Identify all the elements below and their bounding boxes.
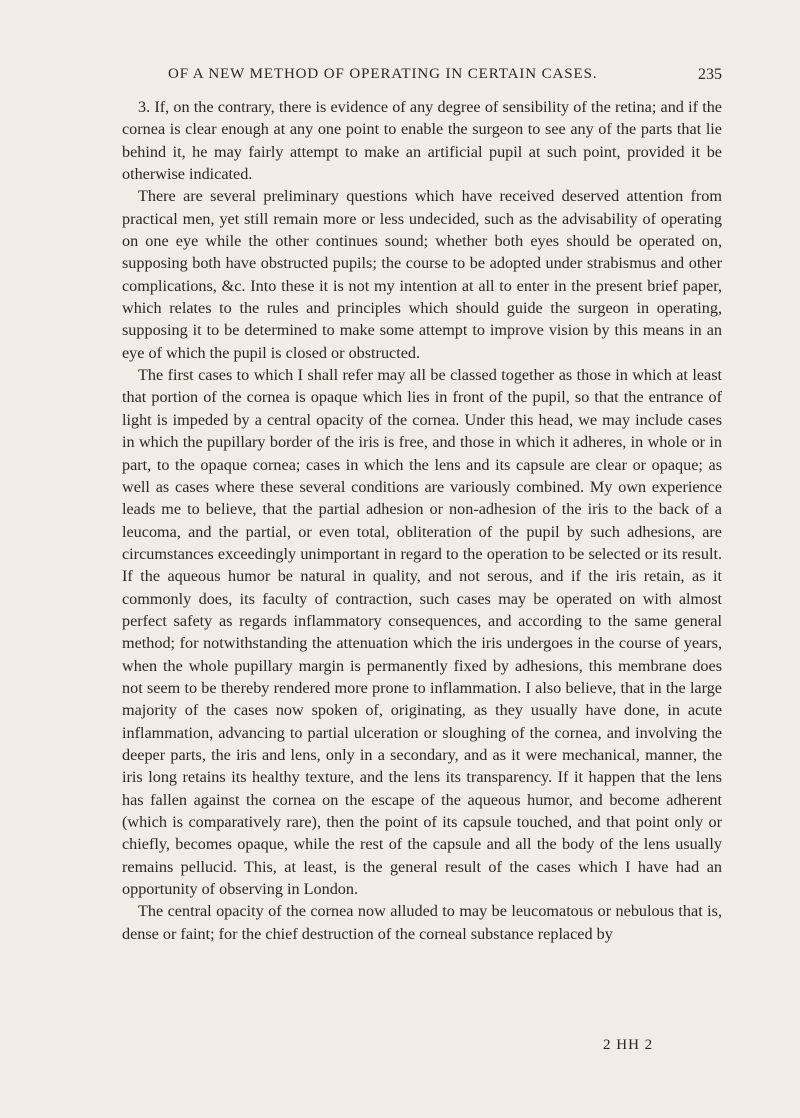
paragraph-central-opacity: The central opacity of the cornea now alluded to may be leucomatous or nebulous that is, dense or faint; for the chief destruction of the corneal substance replaced by (122, 902, 722, 943)
paragraph-sensibility-of-retina: 3. If, on the contrary, there is evidence of any degree of sensibility of the retina; and if the cornea is clear enough at any one point to enable the surgeon to see any of the parts that lie behind it, he may fairly attempt to make an artificial pupil at such point, provided it be otherwise indicated. (122, 98, 722, 184)
signature-mark: 2 HH 2 (603, 1037, 654, 1053)
body-text (122, 96, 722, 945)
paragraph-preliminary-questions: There are several preliminary questions which have received deserved attention from practical men, yet still remain more or less undecided, such as the advisability of operating on one eye while the other continues sound; whether both eyes should be operated on, supposing both have obstructed pupils; the course to be adopted under strabismus and other complications, &c. Into these it is not my intention at all to enter in the present brief paper, which relates to the rules and principles which should guide the surgeon in operating, supposing it to be determined to make some attempt to improve vision by this means in an eye of which the pupil is closed or obstructed. (122, 187, 722, 362)
running-head (122, 66, 722, 88)
paragraph-first-cases: The first cases to which I shall refer may all be classed together as those in which at least that portion of the cornea is opaque which lies in front of the pupil, so that the entrance of light is impeded by a central opacity of the cornea. Under this head, we may include cases in which the pupillary border of the iris is free, and those in which it adheres, in whole or in part, to the opaque cornea; cases in which the lens and its capsule are clear or opaque; as well as cases where these several conditions are variously combined. My own experience leads me to believe, that the partial adhesion or non-adhesion of the iris to the back of a leucoma, and the partial, or even total, obliteration of the pupil by such adhesions, are circumstances exceedingly unimportant in regard to the operation to be selected or its result. If the aqueous humor be natural in quality, and not serous, and if the iris retain, as it commonly does, its faculty of contraction, such cases may be operated on with almost perfect safety as regards inflammatory consequences, and according to the same general method; for notwithstanding the attenuation which the iris undergoes in the course of years, when the whole pupillary margin is permanently fixed by adhesions, this membrane does not seem to be thereby rendered more prone to inflammation. I also believe, that in the large majority of the cases now spoken of, originating, as they usually have done, in acute inflammation, advancing to partial ulceration or sloughing of the cornea, and involving the deeper parts, the iris and lens, only in a secondary, and as it were mechanical, manner, the iris long retains its healthy texture, and the lens its transparency. If it happen that the lens has fallen against the cornea on the escape of the aqueous humor, and become adherent (which is comparatively rare), then the point of its capsule touched, and that point only or chiefly, becomes opaque, while the rest of the capsule and all the body of the lens usually remains pellucid. This, at least, is the general result of the cases which I have had an opportunity of observing in London. (122, 366, 722, 899)
page-number: 235 (698, 66, 722, 83)
running-title: OF A NEW METHOD OF OPERATING IN CERTAIN CASES. (168, 66, 598, 82)
